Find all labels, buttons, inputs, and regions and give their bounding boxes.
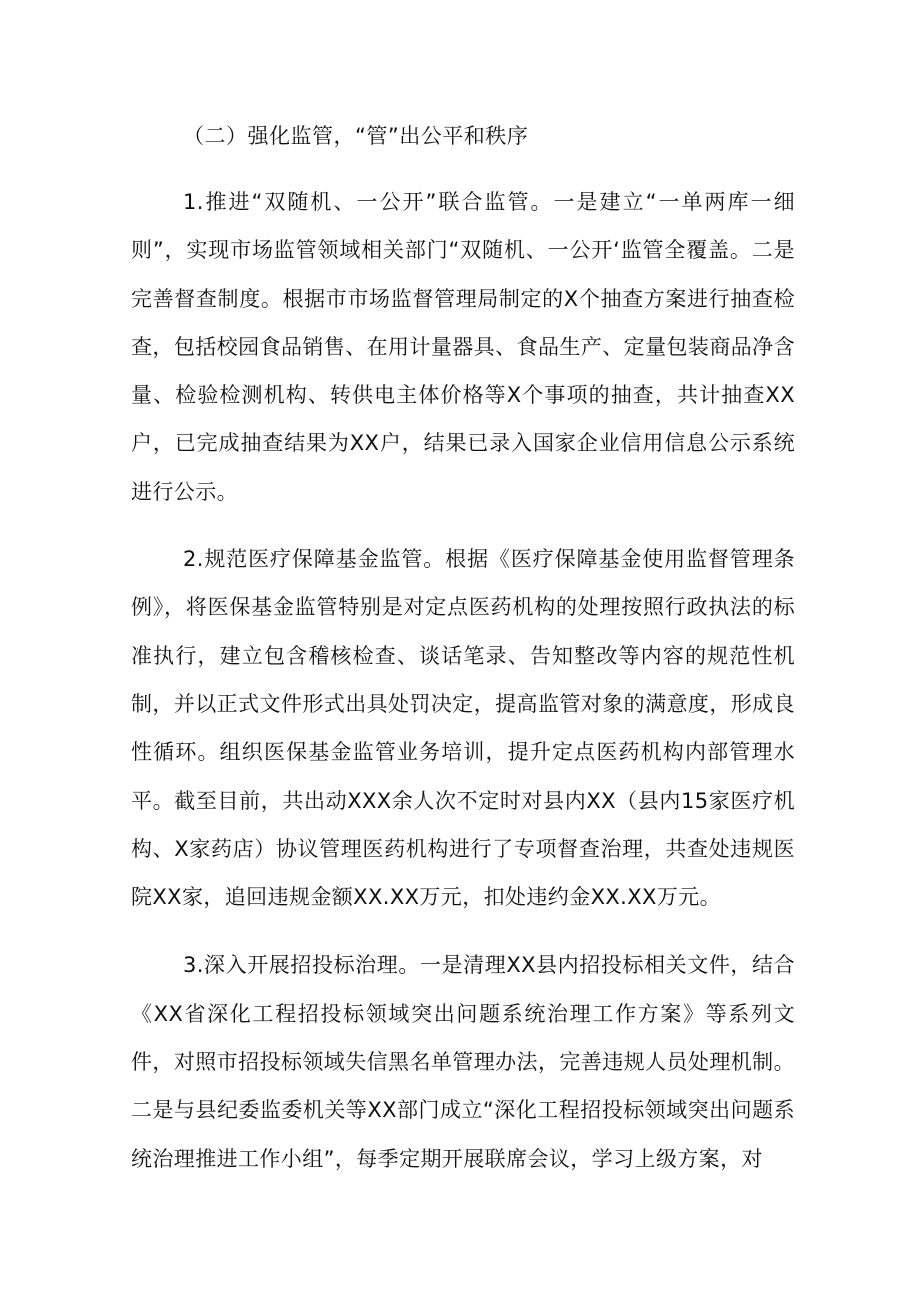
section-heading: （二）强化监管，“管”出公平和秩序 [183,124,529,148]
document-body [131,112,795,1183]
paragraph-medical-fund-supervision: 2.规范医疗保障基金监管。根据《医疗保障基金使用监督管理条例》，将医保基金监管特别是对定点医药机构的处理按照行政执法的标准执行，建立包含稽核检查、谈话笔录、告知整改等内容的规范性机制，并以正式文件形式出具处罚决定，提高监管对象的满意度，形成良性循环。组织医保基金监管业务培训，提升定点医药机构内部管理水平。截至目前，共出动XXX余人次不定时对县内XX（县内15家医疗机构、X家药店）协议管理医药机构进行了专项督查治理，共查处违规医院XX家，追回违规金额XX.XX万元，扣处违约金XX.XX万元。 [131,547,795,910]
paragraph-joint-supervision: 1.推进“双随机、一公开”联合监管。一是建立“一单两库一细则”，实现市场监管领域相关部门“双随机、一公开‘监管全覆盖。二是完善督查制度。根据市市场监督管理局制定的X个抽查方案进行抽查检查，包括校园食品销售、在用计量器具、食品生产、定量包装商品净含量、检验检测机构、转供电主体价格等X个事项的抽查，共计抽查XX户，已完成抽查结果为XX户，结果已录入国家企业信用信息公示系统进行公示。 [131,190,795,504]
paragraph-bidding-governance: 3.深入开展招投标治理。一是清理XX县内招投标相关文件，结合《XX省深化工程招投标领域突出问题系统治理工作方案》等系列文件，对照市招投标领域失信黑名单管理办法，完善违规人员处理机制。二是与县纪委监委机关等XX部门成立“深化工程招投标领域突出问题系统治理推进工作小组”，每季定期开展联席会议，学习上级方案，对 [131,953,795,1171]
